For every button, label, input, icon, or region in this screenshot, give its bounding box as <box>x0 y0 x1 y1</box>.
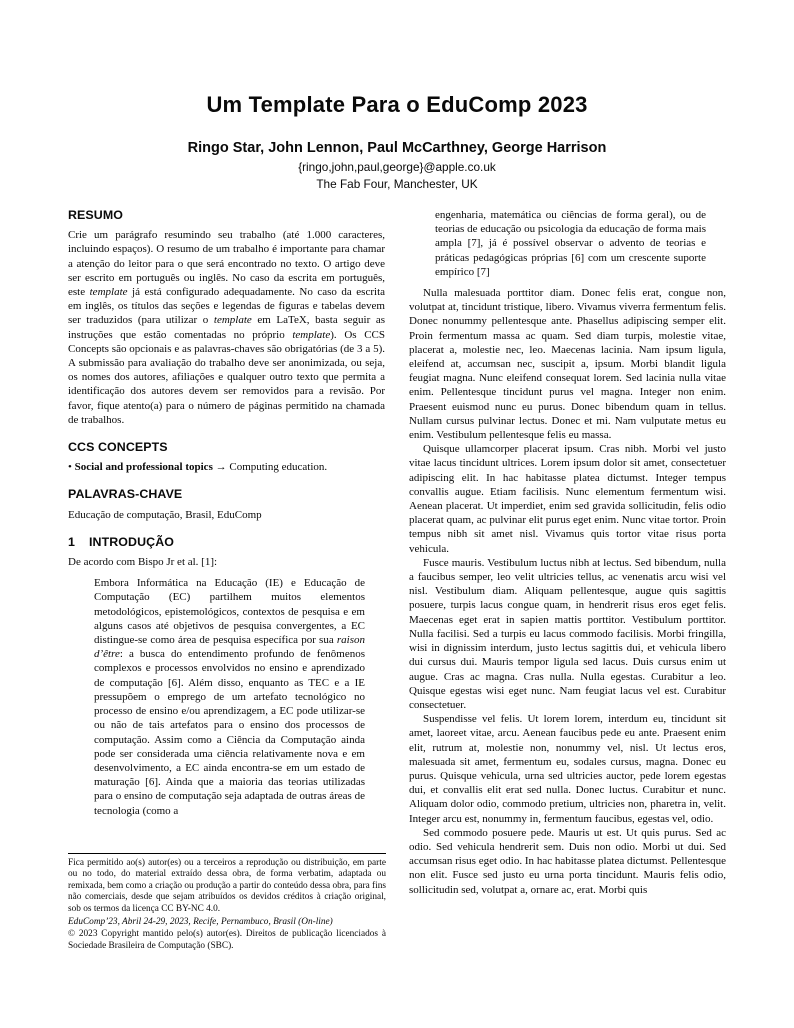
section-number: 1 <box>68 534 75 549</box>
block-quote-left: Embora Informática na Educação (IE) e Educação de Computação (EC) partilhem muitos elementos metodológicos, epistemológicos, contextos de pesquisa e em alguns casos até objetivos de pesquisa convergentes, a EC distingue-se como área de pesquisa específica por sua raison d’être: a busca do entendimento profundo de fenômenos complexos e processos envolvidos no ensino e aprendizado de computação [6]. Além disso, enquanto as TEC e a IE pressupõem o emprego de um artefato tecnológico no processo de ensino e/ou aprendizagem, a EC pode utilizar-se ou não de tais artefatos para o ensino dos processos de computação. Assim como a Ciência da Computação ainda pode ser considerada uma ciência relativamente nova e em desenvolvimento, a EC ainda encontra-se em um estado de maturação [6]. Ainda que a maioria das teorias utilizadas para o ensino de computação seja adaptada de outras áreas de tecnologia (como a <box>94 577 365 817</box>
section-title-text: INTRODUÇÃO <box>89 534 174 549</box>
authors-email: {ringo,john,paul,george}@apple.co.uk <box>298 160 496 174</box>
body-paragraph-2: Quisque ullamcorper placerat ipsum. Cras nibh. Morbi vel justo vitae lacus tincidunt ultrices. Lorem ipsum dolor sit amet, consectetuer adipiscing elit. In hac habitasse platea dictumst. Integer tempus convallis augue. Etiam facilisis. Nunc elementum fermentum wisi. Aenean placerat. Ut imperdiet, enim sed gravida sollicitudin, felis odio placerat quam, ac pulvinar elit purus eget enim. Nunc vitae tortor. Proin tempus nibh sit amet nisl. Vivamus quis tortor vitae risus porta vehicula. <box>409 443 726 555</box>
right-column <box>409 208 726 897</box>
two-column-body <box>0 208 794 897</box>
copyright-footnote-block <box>68 850 386 952</box>
introduction-lead: De acordo com Bispo Jr et al. [1]: <box>68 556 218 569</box>
paper-header <box>0 0 794 191</box>
authors-line: Ringo Star, John Lennon, Paul McCarthney, George Harrison <box>187 140 607 156</box>
footnote-rule <box>68 853 386 854</box>
body-paragraph-4: Suspendisse vel felis. Ut lorem lorem, interdum eu, tincidunt sit amet, laoreet vitae, arcu. Aenean faucibus pede eu ante. Praesent enim elit, rutrum at, molestie non, nonummy vel, nisl. Ut lectus eros, malesuada sit amet, fermentum eu, sodales cursus, magna. Donec eu purus. Quisque vehicula, urna sed ultricies auctor, pede lorem egestas dui, et convallis elit erat sed nulla. Donec luctus. Curabitur et nunc. Aliquam dolor odio, commodo pretium, ultricies non, pharetra in, velit. Integer arcu est, nonummy in, fermentum faucibus, egestas vel, odio. <box>409 713 726 825</box>
ccs-concepts-line: • Social and professional topics → Computing education. <box>68 461 328 474</box>
body-paragraph-3: Fusce mauris. Vestibulum luctus nibh at lectus. Sed bibendum, nulla a faucibus semper, leo velit ultricies tellus, ac venenatis arcu wisi vel nisl. Vestibulum diam. Aliquam pellentesque, augue quis sagittis posuere, turpis lacus congue quam, in hendrerit risus eros eget felis. Maecenas eget erat in sapien mattis porttitor. Vestibulum porttitor. Nulla facilisi. Sed a turpis eu lacus commodo facilisis. Morbi fringilla, wisi in dignissim interdum, justo lectus sagittis dui, et vehicula libero dui cursus dui. Mauris tempor ligula sed lacus. Duis cursus enim ut augue. Cras ac magna. Cras nulla. Nulla egestas. Curabitur a leo. Quisque egestas wisi eget nunc. Nam feugiat lacus vel est. Curabitur consectetuer. <box>409 556 726 711</box>
body-paragraph-5: Sed commodo posuere pede. Mauris ut est. Ut quis purus. Sed ac odio. Sed vehicula hendrerit sem. Duis non odio. Morbi ut dui. Sed accumsan risus eget odio. In hac habitasse platea dictumst. Pellentesque non elit. Fusce sed justo eu urna porta tincidunt. Mauris felis odio, sollicitudin sed, volutpat a, ornare ac, erat. Morbi quis <box>409 826 726 896</box>
abstract-paragraph: Crie um parágrafo resumindo seu trabalho (até 1.000 caracteres, incluindo espaços). O resumo de um trabalho é importante para chamar a atenção do leitor para o que será encontrado no texto. O artigo deve ser escrito em português ou inglês. No caso da escrita em português, este template já está configurado adequadamente. No caso da escrita em inglês, os títulos das seções e legendas de figuras e tabelas devem ser traduzidos (para utilizar o template em LaTeX, basta seguir as instruções que estão comentadas no próprio template). Os CCS Concepts são opcionais e as palavras-chaves são obrigatórias (de 3 a 5). A submissão para avaliação do trabalho deve ser anonimizada, ou seja, os nomes dos autores, afiliações e qualquer outro texto que permita a identificação dos autores devem ser removidos para a revisão. Por favor, fique atento(a) para o número de páginas permitido na chamada de trabalhos. <box>68 229 386 426</box>
block-quote-continuation: engenharia, matemática ou ciências de forma geral), ou de teorias de educação ou psicologia da educação de forma mais ampla [7], já é possível observar o advento de teorias e práticas pedagógicas próprias [6] com um crescente suporte empírico [7] <box>435 209 706 278</box>
section-heading-resumo: RESUMO <box>68 208 123 222</box>
authors-affiliation: The Fab Four, Manchester, UK <box>316 177 478 191</box>
venue-line: EduComp’23, Abril 24-29, 2023, Recife, Pernambuco, Brasil (On-line) <box>68 917 333 928</box>
section-heading-ccs-concepts: CCS CONCEPTS <box>68 440 168 455</box>
keywords-line: Educação de computação, Brasil, EduComp <box>68 508 262 521</box>
left-column <box>68 208 385 897</box>
paper-title: Um Template Para o EduComp 2023 <box>206 92 588 117</box>
body-paragraph-1: Nulla malesuada porttitor diam. Donec felis erat, congue non, volutpat at, tincidunt tristique, libero. Vivamus viverra fermentum felis. Donec nonummy pellentesque ante. Phasellus adipiscing semper elit. Proin fermentum massa ac quam. Sed diam turpis, molestie vitae, placerat a, molestie nec, leo. Maecenas lacinia. Nam ipsum ligula, eleifend at, accumsan nec, suscipit a, ipsum. Morbi blandit ligula feugiat magna. Nunc eleifend consequat lorem. Sed lacinia nulla vitae enim. Pellentesque tincidunt purus vel magna. Integer non enim. Praesent euismod nunc eu purus. Donec bibendum quam in tellus. Nullam cursus pulvinar lectus. Donec et mi. Nam vulputate metus eu enim. Vestibulum pellentesque felis eu massa. <box>409 287 726 442</box>
section-heading-introduction <box>68 535 385 549</box>
copyright-note: © 2023 Copyright mantido pelo(s) autor(es). Direitos de publicação licenciados à Sociedade Brasileira de Computação (SBC). <box>68 929 386 951</box>
license-note: Fica permitido ao(s) autor(es) ou a terceiros a reprodução ou distribuição, em parte ou no todo, do material extraído dessa obra, de forma verbatim, adaptada ou remixada, bem como a criação ou produção a partir do conteúdo dessa obra, para fins não comerciais, desde que sejam atribuídos os devidos créditos à criação original, sob os termos da licença CC BY-NC 4.0. <box>68 858 386 914</box>
section-heading-keywords: PALAVRAS-CHAVE <box>68 487 183 502</box>
